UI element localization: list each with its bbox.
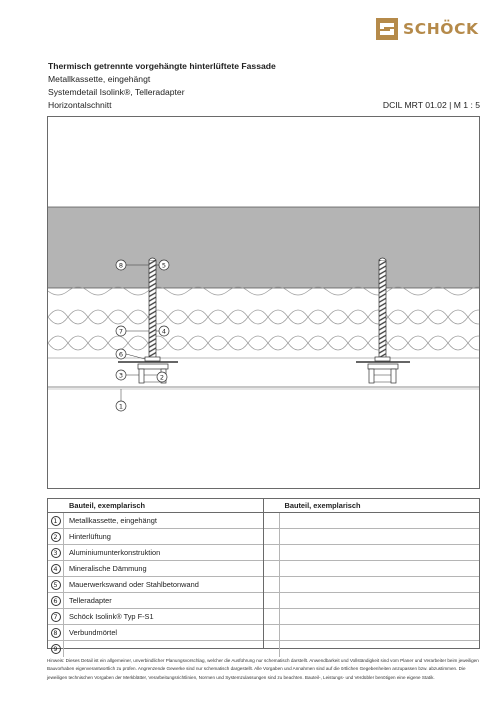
legend-column-left (48, 499, 264, 653)
legend-header-label: Bauteil, exemplarisch (69, 501, 145, 510)
legend-row (48, 529, 263, 545)
legend-row-empty (264, 625, 480, 641)
legend-header-label: Bauteil, exemplarisch (284, 501, 361, 510)
legend-row (48, 545, 263, 561)
component-legend-table (47, 498, 480, 653)
legend-row-empty (264, 641, 480, 657)
legend-label: Telleradapter (69, 596, 112, 605)
svg-text:4: 4 (161, 327, 167, 336)
legend-number: 2 (51, 532, 61, 542)
callout-1 (116, 389, 126, 411)
callout-7 (116, 326, 149, 336)
legend-row-empty (264, 577, 480, 593)
legend-row (48, 625, 263, 641)
brand-name: SCHÖCK (403, 20, 479, 38)
svg-text:2: 2 (159, 373, 165, 382)
document-reference: DCIL MRT 01.02 | M 1 : 5 (382, 100, 480, 110)
disclaimer-note: Hinweis: Dieses Detail ist ein allgemeiner, unverbindlicher Planungsvorschlag, welcher die Ausführung nur schematisch darstellt. Anwendbarkeit und Vollständigkeit sind vom Planer und Verarbeiter beim jeweiligen Bauvorhaben eigenverantwortlich zu prüfen. Angrenzende Gewerke sind nur schematisch dargestellt. Alle Vorgaben und Annahmen sind auf die örtlichen Gegebenheiten anzupassen bzw. abzustimmen. Die jeweiligen technischen Vorgaben der Merkblätter, Verarbeitungsrichtlinien, Normen und Systemzulassungen sind zu beachten. Bauteil-, Leistungs- und Verdübler benötigen eine eigene Statik. (47, 658, 479, 680)
schoeck-logo-icon (376, 18, 398, 40)
svg-text:6: 6 (118, 350, 124, 359)
legend-row (48, 641, 263, 657)
legend-row-empty (264, 609, 480, 625)
legend-number: 9 (51, 644, 61, 654)
callout-3 (116, 370, 139, 380)
legend-header-left (48, 499, 263, 513)
svg-text:5: 5 (161, 261, 167, 270)
detail-subtitle-2: Systemdetail Isolink®, Telleradapter (48, 87, 185, 97)
legend-row (48, 513, 263, 529)
detail-subtitle-3: Horizontalschnitt (48, 100, 112, 110)
mineral-insulation (48, 287, 480, 350)
legend-label: Mineralische Dämmung (69, 564, 147, 573)
legend-row-empty (264, 513, 480, 529)
legend-label: Aluminiumunterkonstruktion (69, 548, 161, 557)
legend-number: 5 (51, 580, 61, 590)
legend-number: 8 (51, 628, 61, 638)
legend-row (48, 577, 263, 593)
svg-text:1: 1 (118, 402, 124, 411)
legend-number: 4 (51, 564, 61, 574)
legend-row-empty (264, 561, 480, 577)
svg-text:8: 8 (118, 261, 124, 270)
legend-row (48, 609, 263, 625)
legend-row (48, 561, 263, 577)
legend-number: 6 (51, 596, 61, 606)
legend-number: 3 (51, 548, 61, 558)
legend-row-empty (264, 545, 480, 561)
legend-label: Mauerwerkswand oder Stahlbetonwand (69, 580, 199, 589)
svg-text:7: 7 (118, 327, 124, 336)
section-drawing-svg (48, 117, 480, 489)
callout-4 (156, 326, 169, 336)
legend-number: 7 (51, 612, 61, 622)
svg-text:3: 3 (118, 371, 124, 380)
legend-number: 1 (51, 516, 61, 526)
legend-label: Hinterlüftung (69, 532, 111, 541)
legend-label: Schöck Isolink® Typ F-S1 (69, 612, 154, 621)
legend-header-right (264, 499, 480, 513)
callout-2 (157, 372, 167, 382)
legend-row (48, 593, 263, 609)
callout-6 (116, 349, 145, 359)
detail-subtitle-1: Metallkassette, eingehängt (48, 74, 151, 84)
masonry-wall (48, 207, 480, 288)
legend-label: Metallkassette, eingehängt (69, 516, 157, 525)
legend-row-empty (264, 529, 480, 545)
legend-label: Verbundmörtel (69, 628, 118, 637)
schoeck-logo (376, 18, 480, 40)
legend-column-right (264, 499, 480, 648)
legend-row-empty (264, 593, 480, 609)
detail-title: Thermisch getrennte vorgehängte hinterlüftete Fassade (48, 61, 276, 71)
section-drawing (47, 116, 480, 489)
